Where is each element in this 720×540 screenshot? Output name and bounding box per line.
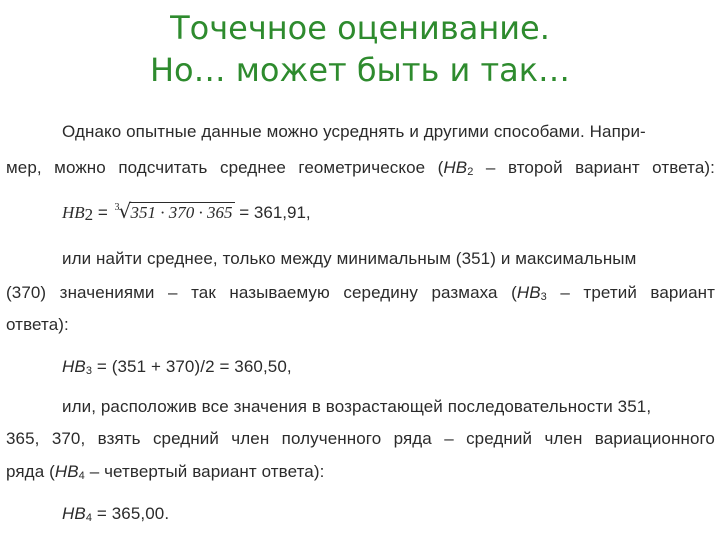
paragraph-2-line-2: (370) значениями – так называемую середину размаха ($HB_3$ – третий вариант <box>6 283 716 303</box>
paragraph-3-line-1: или, расположив все значения в возрастающей последовательности 351, <box>62 397 652 416</box>
slide-title-line-2: Но… может быть и так… <box>149 51 571 89</box>
paragraph-1-line-1: Однако опытные данные можно усреднять и другими способами. Напри- <box>62 122 646 141</box>
paragraph-2-line-1: или найти среднее, только между минимальным (351) и максимальным <box>62 249 637 268</box>
cube-root: 3 √ 351 · 370 · 365 <box>114 199 233 223</box>
paragraph-2-line-3: ответа): <box>6 315 69 334</box>
midrange-formula: $HB_3 = (351 + 370)/2 = 360,50$, <box>62 357 292 377</box>
median-formula: $HB_4 = 365,00$. <box>62 504 170 524</box>
slide-title-line-1: Точечное оценивание. <box>170 9 550 47</box>
paragraph-3-line-3: ряда ($HB_4$ – четвертый вариант ответа): <box>6 462 325 482</box>
paragraph-3-line-2: 365, 370, взять средний член полученного ряда – средний член вариационного <box>6 429 715 448</box>
geometric-mean-formula: $HB_2$ = 3 √ 351 · 370 · 365 = 361,91, <box>62 199 311 224</box>
paragraph-1-line-2: мер, можно подсчитать среднее геометрическое ($HB_2$ – второй вариант ответа): <box>6 158 716 178</box>
